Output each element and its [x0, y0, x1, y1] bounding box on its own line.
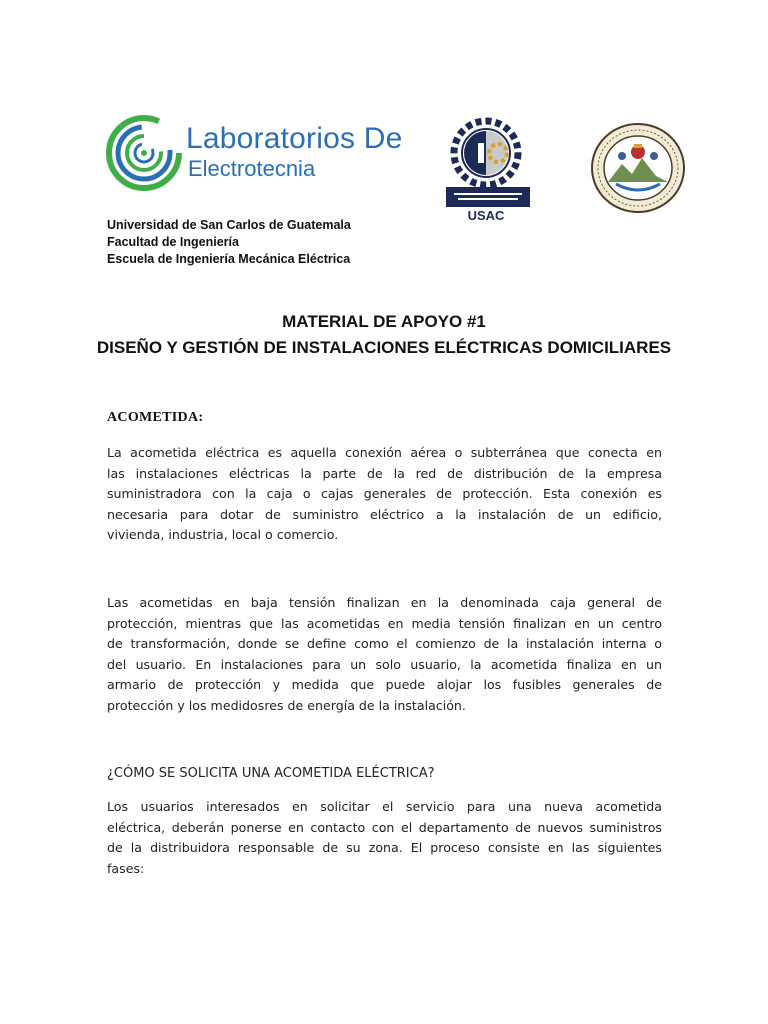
- paragraph-acometida-tension: [107, 593, 662, 717]
- eime-banner: [446, 187, 530, 207]
- paragraph-line: de la distribuidora responsable de su zona. El proceso consiste en las siguientes: [107, 840, 662, 856]
- paragraph-solicitud: [107, 797, 662, 879]
- eime-usac-label: USAC: [467, 208, 505, 223]
- paragraph-line: protección, mientras que las acometidas en media tensión finalizan en un centro: [107, 615, 662, 631]
- spiral-logo-icon: [104, 108, 184, 198]
- paragraph-acometida-definition: [107, 443, 662, 546]
- paragraph-line: de transformación, donde se define como el comienzo de la instalación interna o: [107, 636, 662, 652]
- paragraph-line: Las acometidas en baja tensión finalizan en la denominada caja general de: [107, 595, 662, 610]
- lab-electrotecnia-logo: [104, 108, 403, 198]
- institution-school: Escuela de Ingeniería Mecánica Eléctrica: [107, 252, 351, 266]
- usac-seal: [590, 122, 686, 214]
- lab-logo-subtitle: Electrotecnia: [188, 156, 316, 181]
- university-seal-icon: [590, 122, 686, 214]
- eime-logo: [440, 115, 532, 233]
- gear-emblem-icon: [440, 115, 532, 187]
- paragraph-line: eléctrica, deberán ponerse en contacto con el departamento de nuevos suministros: [107, 819, 662, 835]
- section-heading-acometida: ACOMETIDA:: [107, 410, 204, 425]
- paragraph-line: suministradora con la caja o cajas generales de protección. Esta conexión es: [107, 486, 662, 502]
- paragraph-line: Los usuarios interesados en solicitar el servicio para una nueva acometida: [107, 799, 662, 814]
- paragraph-line: La acometida eléctrica es aquella conexión aérea o subterránea que conecta en: [107, 445, 662, 460]
- lab-logo-title: Laboratorios De: [186, 122, 403, 155]
- paragraph-line: armario de protección y medida que puede alojar los fusibles generales de: [107, 677, 662, 693]
- section-heading-como-solicitar: ¿CÓMO SE SOLICITA UNA ACOMETIDA ELÉCTRICA?: [107, 766, 435, 781]
- institution-faculty: Facultad de Ingeniería: [107, 235, 239, 249]
- paragraph-line: vivienda, industria, local o comercio.: [107, 527, 339, 543]
- paragraph-line: protección y los medidosres de energía de la instalación.: [107, 697, 466, 713]
- institution-university: Universidad de San Carlos de Guatemala: [107, 218, 351, 232]
- paragraph-line: las instalaciones eléctricas la parte de la red de distribución de la empresa: [107, 465, 662, 481]
- document-subtitle: DISEÑO Y GESTIÓN DE INSTALACIONES ELÉCTRICAS DOMICILIARES: [96, 338, 672, 357]
- paragraph-line: fases:: [107, 860, 145, 876]
- document-title: MATERIAL DE APOYO #1: [282, 312, 486, 331]
- paragraph-line: necesaria para dotar de suministro eléctrico a la instalación de un edificio,: [107, 506, 662, 522]
- paragraph-line: del usuario. En instalaciones para un solo usuario, la acometida finaliza en un: [107, 656, 662, 672]
